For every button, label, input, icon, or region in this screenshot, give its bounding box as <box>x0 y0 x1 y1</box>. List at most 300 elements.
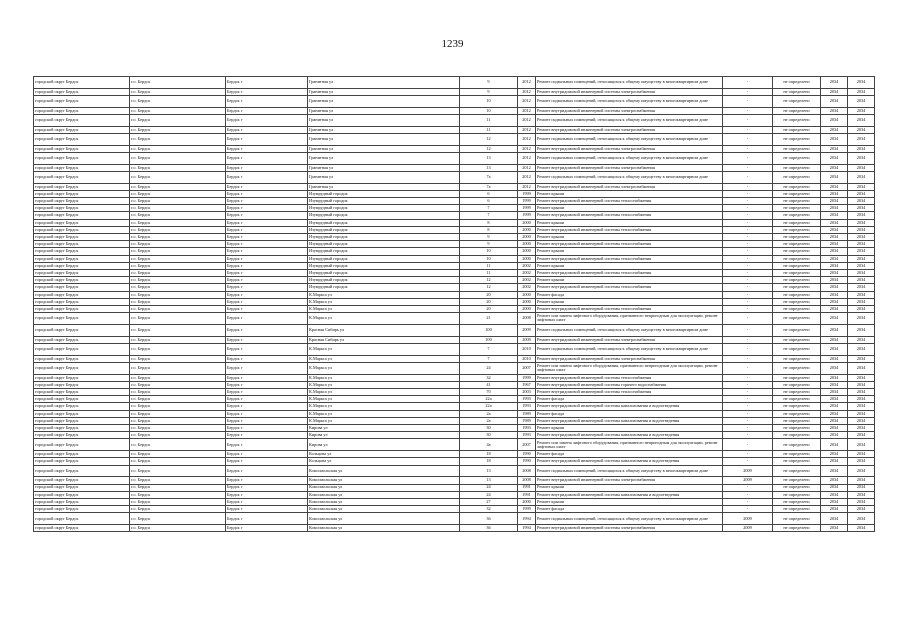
cell-plan-start: 2034 <box>821 458 848 465</box>
table-row <box>34 77 875 89</box>
cell-work-type: Ремонт или замена лифтового оборудования, признанного непригодным для эксплуатации, ремонт лифтовых шахт <box>536 439 723 451</box>
table-row <box>34 133 875 145</box>
cell-plan-end: 2034 <box>848 145 875 152</box>
cell-locality: Бердск г <box>226 269 308 276</box>
cell-previous-repair-year: - <box>723 190 773 197</box>
cell-build-year: 1989 <box>518 410 536 417</box>
cell-locality: Бердск г <box>226 190 308 197</box>
table-row <box>34 484 875 491</box>
cell-work-type: Ремонт крыши <box>536 190 723 197</box>
cell-previous-repair-year: - <box>723 133 773 145</box>
cell-municipality: городской округ Бердск <box>34 498 130 505</box>
cell-plan-end: 2034 <box>848 396 875 403</box>
cell-work-type: Ремонт подвальных помещений, относящихся к общему имуществу в многоквартирном доме <box>536 133 723 145</box>
cell-plan-end: 2034 <box>848 313 875 325</box>
cell-plan-start: 2034 <box>821 248 848 255</box>
cell-plan-end: 2034 <box>848 417 875 424</box>
table-row <box>34 262 875 269</box>
cell-house-number: 70 <box>460 389 518 396</box>
cell-cost: не определено <box>773 465 821 477</box>
cell-street: Изумрудный городок <box>308 269 460 276</box>
cell-build-year: 2000 <box>518 248 536 255</box>
cell-street: Изумрудный городок <box>308 234 460 241</box>
cell-build-year: 2002 <box>518 277 536 284</box>
cell-street: К.Маркса ул <box>308 374 460 381</box>
cell-locality: Бердск г <box>226 126 308 133</box>
table-row <box>34 381 875 388</box>
table-row <box>34 403 875 410</box>
cell-settlement: г.о. Бердск <box>130 133 226 145</box>
cell-plan-end: 2034 <box>848 190 875 197</box>
table-row <box>34 374 875 381</box>
cell-previous-repair-year: - <box>723 343 773 355</box>
cell-house-number: 12 <box>460 145 518 152</box>
cell-cost: не определено <box>773 219 821 226</box>
cell-cost: не определено <box>773 145 821 152</box>
cell-house-number: 13 <box>460 465 518 477</box>
cell-plan-end: 2034 <box>848 374 875 381</box>
cell-settlement: г.о. Бердск <box>130 226 226 233</box>
cell-cost: не определено <box>773 262 821 269</box>
cell-locality: Бердск г <box>226 248 308 255</box>
table-row <box>34 362 875 374</box>
cell-build-year: 1990 <box>518 458 536 465</box>
cell-plan-end: 2034 <box>848 255 875 262</box>
cell-street: Гранитная ул <box>308 152 460 164</box>
cell-settlement: г.о. Бердск <box>130 241 226 248</box>
cell-settlement: г.о. Бердск <box>130 291 226 298</box>
cell-street: Гранитная ул <box>308 164 460 171</box>
table-row <box>34 234 875 241</box>
cell-plan-start: 2034 <box>821 255 848 262</box>
cell-plan-end: 2034 <box>848 355 875 362</box>
cell-municipality: городской округ Бердск <box>34 145 130 152</box>
cell-plan-end: 2034 <box>848 241 875 248</box>
table-row <box>34 248 875 255</box>
cell-locality: Бердск г <box>226 198 308 205</box>
table-row <box>34 410 875 417</box>
cell-municipality: городской округ Бердск <box>34 439 130 451</box>
cell-build-year: 2012 <box>518 77 536 89</box>
cell-previous-repair-year: - <box>723 451 773 458</box>
cell-work-type: Ремонт внутридомовой инженерной системы электроснабжения <box>536 145 723 152</box>
cell-previous-repair-year: - <box>723 417 773 424</box>
cell-previous-repair-year: - <box>723 305 773 312</box>
cell-build-year: 1994 <box>518 513 536 525</box>
cell-cost: не определено <box>773 107 821 114</box>
cell-house-number: 24 <box>460 362 518 374</box>
table-row <box>34 198 875 205</box>
cell-municipality: городской округ Бердск <box>34 298 130 305</box>
cell-settlement: г.о. Бердск <box>130 198 226 205</box>
cell-build-year: 2008 <box>518 313 536 325</box>
cell-previous-repair-year: - <box>723 152 773 164</box>
cell-settlement: г.о. Бердск <box>130 525 226 532</box>
table-row <box>34 525 875 532</box>
cell-previous-repair-year: - <box>723 491 773 498</box>
cell-plan-end: 2034 <box>848 126 875 133</box>
cell-locality: Бердск г <box>226 284 308 291</box>
cell-municipality: городской округ Бердск <box>34 362 130 374</box>
cell-locality: Бердск г <box>226 484 308 491</box>
cell-work-type: Ремонт внутридомовой инженерной системы теплоснабжения <box>536 389 723 396</box>
cell-street: К.Маркса ул <box>308 313 460 325</box>
cell-build-year: 1993 <box>518 403 536 410</box>
cell-settlement: г.о. Бердск <box>130 298 226 305</box>
cell-settlement: г.о. Бердск <box>130 432 226 439</box>
cell-house-number: 27 <box>460 498 518 505</box>
cell-previous-repair-year: - <box>723 198 773 205</box>
cell-locality: Бердск г <box>226 396 308 403</box>
cell-work-type: Ремонт внутридомовой инженерной системы теплоснабжения <box>536 374 723 381</box>
cell-plan-end: 2034 <box>848 389 875 396</box>
cell-locality: Бердск г <box>226 451 308 458</box>
table-row <box>34 513 875 525</box>
cell-municipality: городской округ Бердск <box>34 262 130 269</box>
cell-house-number: 10 <box>460 248 518 255</box>
cell-street: Изумрудный городок <box>308 219 460 226</box>
cell-plan-end: 2034 <box>848 152 875 164</box>
cell-house-number: 21 <box>460 313 518 325</box>
table-row <box>34 305 875 312</box>
cell-municipality: городской округ Бердск <box>34 374 130 381</box>
cell-plan-start: 2034 <box>821 336 848 343</box>
cell-build-year: 2007 <box>518 362 536 374</box>
cell-street: Гранитная ул <box>308 88 460 95</box>
cell-house-number: 18 <box>460 451 518 458</box>
cell-work-type: Ремонт крыши <box>536 219 723 226</box>
cell-settlement: г.о. Бердск <box>130 219 226 226</box>
cell-house-number: 11 <box>460 126 518 133</box>
cell-settlement: г.о. Бердск <box>130 491 226 498</box>
cell-locality: Бердск г <box>226 234 308 241</box>
cell-build-year: 2012 <box>518 107 536 114</box>
cell-plan-end: 2034 <box>848 171 875 183</box>
cell-locality: Бердск г <box>226 313 308 325</box>
cell-previous-repair-year: - <box>723 324 773 336</box>
cell-plan-end: 2034 <box>848 491 875 498</box>
cell-street: К.Маркса ул <box>308 410 460 417</box>
cell-settlement: г.о. Бердск <box>130 284 226 291</box>
cell-previous-repair-year: - <box>723 291 773 298</box>
cell-house-number: 9 <box>460 77 518 89</box>
cell-plan-end: 2034 <box>848 410 875 417</box>
table-row <box>34 152 875 164</box>
cell-house-number: 22а <box>460 396 518 403</box>
cell-house-number: 7 <box>460 355 518 362</box>
cell-locality: Бердск г <box>226 498 308 505</box>
cell-plan-end: 2034 <box>848 324 875 336</box>
cell-work-type: Ремонт крыши <box>536 205 723 212</box>
cell-street: Изумрудный городок <box>308 255 460 262</box>
cell-municipality: городской округ Бердск <box>34 525 130 532</box>
cell-plan-start: 2034 <box>821 226 848 233</box>
cell-plan-start: 2034 <box>821 145 848 152</box>
cell-work-type: Ремонт внутридомовой инженерной системы электроснабжения <box>536 107 723 114</box>
cell-house-number: 7а <box>460 183 518 190</box>
cell-locality: Бердск г <box>226 432 308 439</box>
cell-plan-start: 2034 <box>821 381 848 388</box>
table-row <box>34 324 875 336</box>
cell-cost: не определено <box>773 439 821 451</box>
cell-work-type: Ремонт подвальных помещений, относящихся к общему имуществу в многоквартирном доме <box>536 77 723 89</box>
cell-house-number: 12 <box>460 277 518 284</box>
cell-previous-repair-year: - <box>723 219 773 226</box>
cell-street: К.Маркса ул <box>308 355 460 362</box>
cell-work-type: Ремонт крыши <box>536 262 723 269</box>
cell-locality: Бердск г <box>226 477 308 484</box>
cell-cost: не определено <box>773 396 821 403</box>
cell-locality: Бердск г <box>226 212 308 219</box>
table-row <box>34 417 875 424</box>
cell-plan-end: 2034 <box>848 336 875 343</box>
cell-street: К.Маркса ул <box>308 298 460 305</box>
cell-settlement: г.о. Бердск <box>130 262 226 269</box>
cell-street: К.Маркса ул <box>308 417 460 424</box>
cell-plan-end: 2034 <box>848 381 875 388</box>
cell-work-type: Ремонт подвальных помещений, относящихся к общему имуществу в многоквартирном доме <box>536 114 723 126</box>
cell-street: К.Маркса ул <box>308 291 460 298</box>
cell-street: Гранитная ул <box>308 77 460 89</box>
cell-municipality: городской округ Бердск <box>34 205 130 212</box>
table-row <box>34 241 875 248</box>
table-row <box>34 164 875 171</box>
cell-cost: не определено <box>773 313 821 325</box>
cell-locality: Бердск г <box>226 219 308 226</box>
cell-street: Изумрудный городок <box>308 198 460 205</box>
cell-build-year: 2012 <box>518 164 536 171</box>
cell-street: Изумрудный городок <box>308 241 460 248</box>
cell-cost: не определено <box>773 484 821 491</box>
cell-previous-repair-year: 2009 <box>723 513 773 525</box>
cell-settlement: г.о. Бердск <box>130 183 226 190</box>
cell-locality: Бердск г <box>226 241 308 248</box>
cell-municipality: городской округ Бердск <box>34 465 130 477</box>
table-row <box>34 255 875 262</box>
table-row <box>34 205 875 212</box>
table-row <box>34 506 875 513</box>
cell-work-type: Ремонт внутридомовой инженерной системы теплоснабжения <box>536 269 723 276</box>
cell-cost: не определено <box>773 506 821 513</box>
cell-build-year: 1989 <box>518 417 536 424</box>
cell-municipality: городской округ Бердск <box>34 451 130 458</box>
cell-build-year: 2000 <box>518 298 536 305</box>
cell-plan-end: 2034 <box>848 484 875 491</box>
cell-plan-end: 2034 <box>848 133 875 145</box>
cell-work-type: Ремонт внутридомовой инженерной системы канализования и водоотведения <box>536 417 723 424</box>
table-row <box>34 219 875 226</box>
cell-locality: Бердск г <box>226 226 308 233</box>
cell-house-number: 12 <box>460 133 518 145</box>
cell-cost: не определено <box>773 374 821 381</box>
cell-cost: не определено <box>773 241 821 248</box>
table-row <box>34 171 875 183</box>
cell-municipality: городской округ Бердск <box>34 381 130 388</box>
cell-build-year: 2000 <box>518 226 536 233</box>
cell-municipality: городской округ Бердск <box>34 424 130 431</box>
cell-work-type: Ремонт внутридомовой инженерной системы теплоснабжения <box>536 198 723 205</box>
cell-previous-repair-year: - <box>723 362 773 374</box>
table-row <box>34 291 875 298</box>
cell-plan-start: 2034 <box>821 477 848 484</box>
cell-street: Гранитная ул <box>308 133 460 145</box>
cell-locality: Бердск г <box>226 298 308 305</box>
cell-build-year: 1999 <box>518 212 536 219</box>
cell-settlement: г.о. Бердск <box>130 255 226 262</box>
cell-municipality: городской округ Бердск <box>34 336 130 343</box>
cell-previous-repair-year: - <box>723 255 773 262</box>
cell-municipality: городской округ Бердск <box>34 389 130 396</box>
cell-house-number: 32 <box>460 506 518 513</box>
cell-work-type: Ремонт крыши <box>536 298 723 305</box>
cell-municipality: городской округ Бердск <box>34 343 130 355</box>
cell-plan-start: 2034 <box>821 198 848 205</box>
cell-work-type: Ремонт подвальных помещений, относящихся к общему имуществу в многоквартирном доме <box>536 343 723 355</box>
cell-plan-start: 2034 <box>821 389 848 396</box>
cell-locality: Бердск г <box>226 417 308 424</box>
cell-cost: не определено <box>773 389 821 396</box>
cell-street: К.Маркса ул <box>308 403 460 410</box>
cell-build-year: 2000 <box>518 219 536 226</box>
table-row <box>34 389 875 396</box>
table-row <box>34 298 875 305</box>
cell-street: Комсомольская ул <box>308 491 460 498</box>
cell-house-number: 8 <box>460 219 518 226</box>
table-row <box>34 183 875 190</box>
cell-build-year: 1967 <box>518 381 536 388</box>
cell-municipality: городской округ Бердск <box>34 410 130 417</box>
cell-settlement: г.о. Бердск <box>130 417 226 424</box>
table-row <box>34 284 875 291</box>
cell-locality: Бердск г <box>226 152 308 164</box>
cell-house-number: 8 <box>460 226 518 233</box>
cell-house-number: 24 <box>460 484 518 491</box>
cell-street: Красная Сибирь ул <box>308 324 460 336</box>
cell-cost: не определено <box>773 291 821 298</box>
cell-house-number: 6 <box>460 190 518 197</box>
cell-previous-repair-year: - <box>723 77 773 89</box>
cell-street: Гранитная ул <box>308 183 460 190</box>
table-row <box>34 126 875 133</box>
cell-plan-end: 2034 <box>848 458 875 465</box>
cell-locality: Бердск г <box>226 164 308 171</box>
cell-plan-start: 2034 <box>821 298 848 305</box>
cell-build-year: 2000 <box>518 255 536 262</box>
cell-street: Кирова ул <box>308 432 460 439</box>
cell-plan-end: 2034 <box>848 506 875 513</box>
cell-previous-repair-year: - <box>723 458 773 465</box>
cell-work-type: Ремонт внутридомовой инженерной системы электроснабжения <box>536 183 723 190</box>
cell-municipality: городской округ Бердск <box>34 324 130 336</box>
cell-plan-start: 2034 <box>821 424 848 431</box>
cell-build-year: 2003 <box>518 389 536 396</box>
cell-work-type: Ремонт крыши <box>536 498 723 505</box>
cell-street: Красная Сибирь ул <box>308 336 460 343</box>
cell-build-year: 2012 <box>518 114 536 126</box>
cell-work-type: Ремонт внутридомовой инженерной системы электроснабжения <box>536 88 723 95</box>
cell-previous-repair-year: - <box>723 432 773 439</box>
cell-plan-start: 2034 <box>821 465 848 477</box>
cell-cost: не определено <box>773 513 821 525</box>
cell-plan-start: 2034 <box>821 241 848 248</box>
cell-settlement: г.о. Бердск <box>130 355 226 362</box>
cell-street: К.Маркса ул <box>308 381 460 388</box>
cell-work-type: Ремонт крыши <box>536 424 723 431</box>
cell-municipality: городской округ Бердск <box>34 432 130 439</box>
cell-municipality: городской округ Бердск <box>34 291 130 298</box>
cell-previous-repair-year: - <box>723 107 773 114</box>
table-row <box>34 396 875 403</box>
cell-plan-end: 2034 <box>848 88 875 95</box>
cell-cost: не определено <box>773 277 821 284</box>
cell-work-type: Ремонт внутридомовой инженерной системы канализования и водоотведения <box>536 491 723 498</box>
cell-cost: не определено <box>773 491 821 498</box>
cell-plan-end: 2034 <box>848 95 875 107</box>
cell-municipality: городской округ Бердск <box>34 241 130 248</box>
cell-previous-repair-year: - <box>723 114 773 126</box>
cell-locality: Бердск г <box>226 389 308 396</box>
cell-cost: не определено <box>773 255 821 262</box>
cell-plan-end: 2034 <box>848 205 875 212</box>
cell-previous-repair-year: - <box>723 424 773 431</box>
cell-plan-start: 2034 <box>821 362 848 374</box>
cell-municipality: городской округ Бердск <box>34 88 130 95</box>
cell-plan-end: 2034 <box>848 343 875 355</box>
cell-locality: Бердск г <box>226 381 308 388</box>
cell-work-type: Ремонт внутридомовой инженерной системы теплоснабжения <box>536 255 723 262</box>
cell-house-number: 18 <box>460 458 518 465</box>
cell-locality: Бердск г <box>226 513 308 525</box>
cell-locality: Бердск г <box>226 133 308 145</box>
table-row <box>34 458 875 465</box>
cell-build-year: 1993 <box>518 396 536 403</box>
table-row <box>34 277 875 284</box>
cell-build-year: 1991 <box>518 484 536 491</box>
cell-previous-repair-year: - <box>723 374 773 381</box>
cell-municipality: городской округ Бердск <box>34 226 130 233</box>
cell-locality: Бердск г <box>226 114 308 126</box>
cell-municipality: городской округ Бердск <box>34 114 130 126</box>
cell-plan-end: 2034 <box>848 234 875 241</box>
cell-work-type: Ремонт внутридомовой инженерной системы теплоснабжения <box>536 241 723 248</box>
cell-municipality: городской округ Бердск <box>34 219 130 226</box>
cell-plan-start: 2034 <box>821 190 848 197</box>
cell-work-type: Ремонт внутридомовой инженерной системы электроснабжения <box>536 355 723 362</box>
cell-plan-end: 2034 <box>848 432 875 439</box>
cell-house-number: 10 <box>460 95 518 107</box>
cell-street: Гранитная ул <box>308 145 460 152</box>
cell-plan-start: 2034 <box>821 410 848 417</box>
cell-locality: Бердск г <box>226 95 308 107</box>
cell-municipality: городской округ Бердск <box>34 126 130 133</box>
cell-cost: не определено <box>773 432 821 439</box>
cell-previous-repair-year: - <box>723 439 773 451</box>
cell-house-number: 7 <box>460 343 518 355</box>
cell-cost: не определено <box>773 343 821 355</box>
cell-build-year: 1991 <box>518 491 536 498</box>
table-row <box>34 107 875 114</box>
table-row <box>34 226 875 233</box>
cell-plan-end: 2034 <box>848 219 875 226</box>
cell-work-type: Ремонт фасада <box>536 451 723 458</box>
cell-settlement: г.о. Бердск <box>130 362 226 374</box>
cell-street: Изумрудный городок <box>308 212 460 219</box>
cell-house-number: 4а <box>460 439 518 451</box>
cell-previous-repair-year: - <box>723 164 773 171</box>
cell-locality: Бердск г <box>226 277 308 284</box>
table-row <box>34 95 875 107</box>
cell-previous-repair-year: 2009 <box>723 525 773 532</box>
